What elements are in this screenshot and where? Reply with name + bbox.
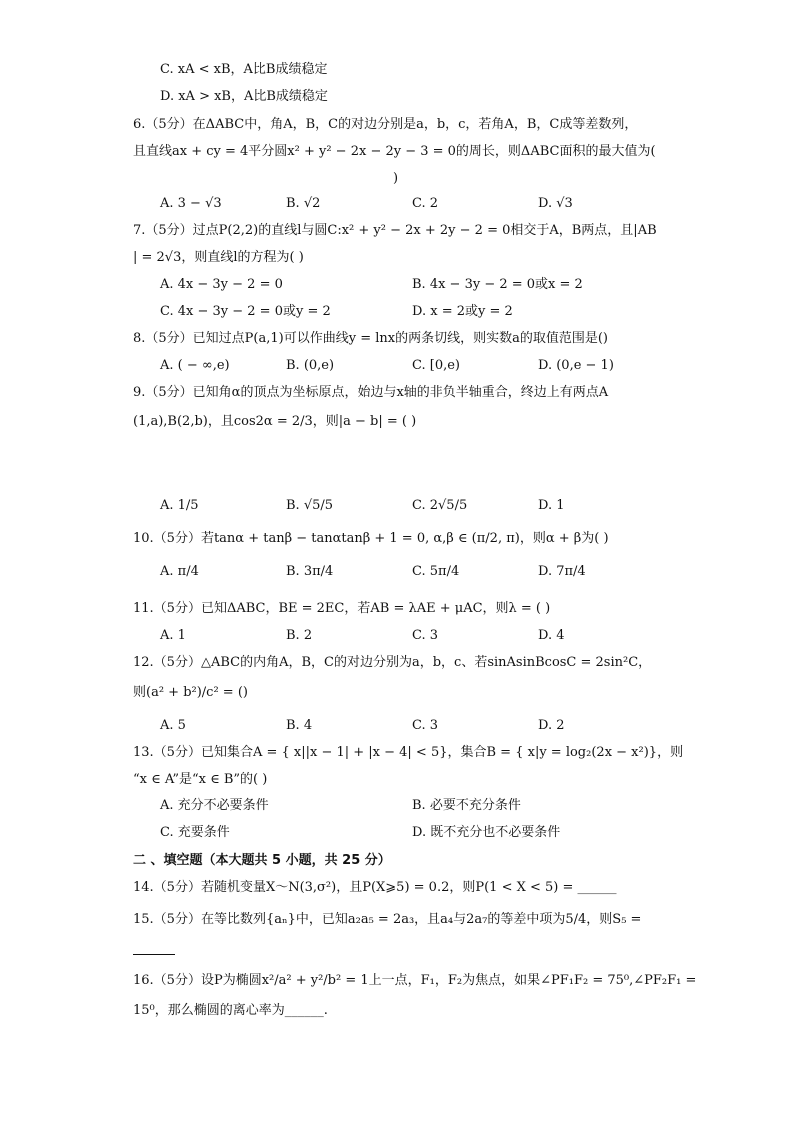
option-a: A. ( − ∞,e) [160, 358, 230, 373]
option-b: B. √5/5 [286, 498, 334, 513]
question-text: 10.（5分）若tanα + tanβ − tanαtanβ + 1 = 0, α,β ∈ (π/2, π)，则α + β为( ) [133, 531, 609, 546]
question-text: 15⁰，那么椭圆的离心率为______. [133, 1003, 328, 1018]
option-line: D. xA > xB，A比B成绩稳定 [160, 89, 328, 104]
option-b: B. 2 [286, 628, 313, 643]
option-c: C. 5π/4 [412, 564, 460, 579]
option-a: A. 1 [160, 628, 186, 643]
question-text: 且直线ax + cy = 4平分圆x² + y² − 2x − 2y − 3 = 0的周长，则ΔABC面积的最大值为( [133, 144, 656, 159]
answer-blank [133, 940, 175, 961]
question-text: 11.（5分）已知ΔABC，BE = 2EC，若AB = λAE + μAC，则λ = ( ) [133, 601, 551, 616]
question-text: 9.（5分）已知角α的顶点为坐标原点，始边与x轴的非负半轴重合，终边上有两点A [133, 385, 609, 400]
option-b: B. √2 [286, 196, 321, 211]
question-text: 16.（5分）设P为椭圆x²/a² + y²/b² = 1上一点，F₁，F₂为焦点，如果∠PF₁F₂ = 75⁰,∠PF₂F₁ = [133, 973, 697, 988]
option-b: B. 3π/4 [286, 564, 334, 579]
question-text: “x ∈ A”是“x ∈ B”的( ) [133, 772, 268, 787]
option-a: A. π/4 [160, 564, 199, 579]
option-d: D. (0,e − 1) [538, 358, 614, 373]
question-text: 13.（5分）已知集合A = { x||x − 1| + |x − 4| < 5}，集合B = { x|y = log₂(2x − x²)}，则 [133, 745, 684, 760]
question-text: 12.（5分）△ABC的内角A，B，C的对边分别为a，b，c、若sinAsinBcosC = 2sin²C， [133, 655, 652, 670]
option-d: D. 2 [538, 718, 565, 733]
question-text: 8.（5分）已知过点P(a,1)可以作曲线y = lnx的两条切线，则实数a的取值范围是() [133, 331, 608, 346]
option-a: A. 充分不必要条件 [160, 798, 269, 813]
option-b: B. (0,e) [286, 358, 335, 373]
question-text: 14.（5分）若随机变量X～N(3,σ²)，且P(X⩾5) = 0.2，则P(1 < X < 5) = ______ [133, 880, 617, 895]
option-a: A. 3 − √3 [160, 196, 222, 211]
option-d: D. 既不充分也不必要条件 [412, 825, 561, 840]
option-c: C. [0,e) [412, 358, 460, 373]
question-text: | = 2√3，则直线l的方程为( ) [133, 250, 304, 265]
option-b: B. 必要不充分条件 [412, 798, 521, 813]
option-b: B. 4 [286, 718, 313, 733]
question-text: 6.（5分）在ΔABC中，角A，B，C的对边分别是a，b，c，若角A，B，C成等差数列， [133, 117, 638, 132]
option-d: D. 1 [538, 498, 565, 513]
option-a: A. 4x − 3y − 2 = 0 [160, 277, 283, 292]
option-d: D. 7π/4 [538, 564, 586, 579]
option-c: C. 2 [412, 196, 439, 211]
question-text: ) [393, 171, 399, 186]
question-text: (1,a),B(2,b)，且cos2α = 2/3，则|a − b| = ( ) [133, 414, 417, 429]
option-c: C. 充要条件 [160, 825, 230, 840]
option-c: C. 3 [412, 628, 439, 643]
question-text: 7.（5分）过点P(2,2)的直线l与圆C:x² + y² − 2x + 2y − 2 = 0相交于A，B两点，且|AB [133, 223, 657, 238]
option-c: C. 3 [412, 718, 439, 733]
option-b: B. 4x − 3y − 2 = 0或x = 2 [412, 277, 583, 292]
option-d: D. x = 2或y = 2 [412, 304, 513, 319]
question-text: 则(a² + b²)/c² = () [133, 685, 248, 700]
question-text: 15.（5分）在等比数列{aₙ}中，已知a₂a₅ = 2a₃，且a₄与2a₇的等差中项为5/4，则S₅ = [133, 912, 642, 927]
option-c: C. 2√5/5 [412, 498, 468, 513]
option-d: D. √3 [538, 196, 573, 211]
option-a: A. 5 [160, 718, 186, 733]
option-d: D. 4 [538, 628, 565, 643]
option-a: A. 1/5 [160, 498, 199, 513]
option-c: C. 4x − 3y − 2 = 0或y = 2 [160, 304, 331, 319]
section-heading: 二 、填空题（本大题共 5 小题，共 25 分） [133, 853, 391, 868]
option-line: C. xA < xB，A比B成绩稳定 [160, 62, 328, 77]
